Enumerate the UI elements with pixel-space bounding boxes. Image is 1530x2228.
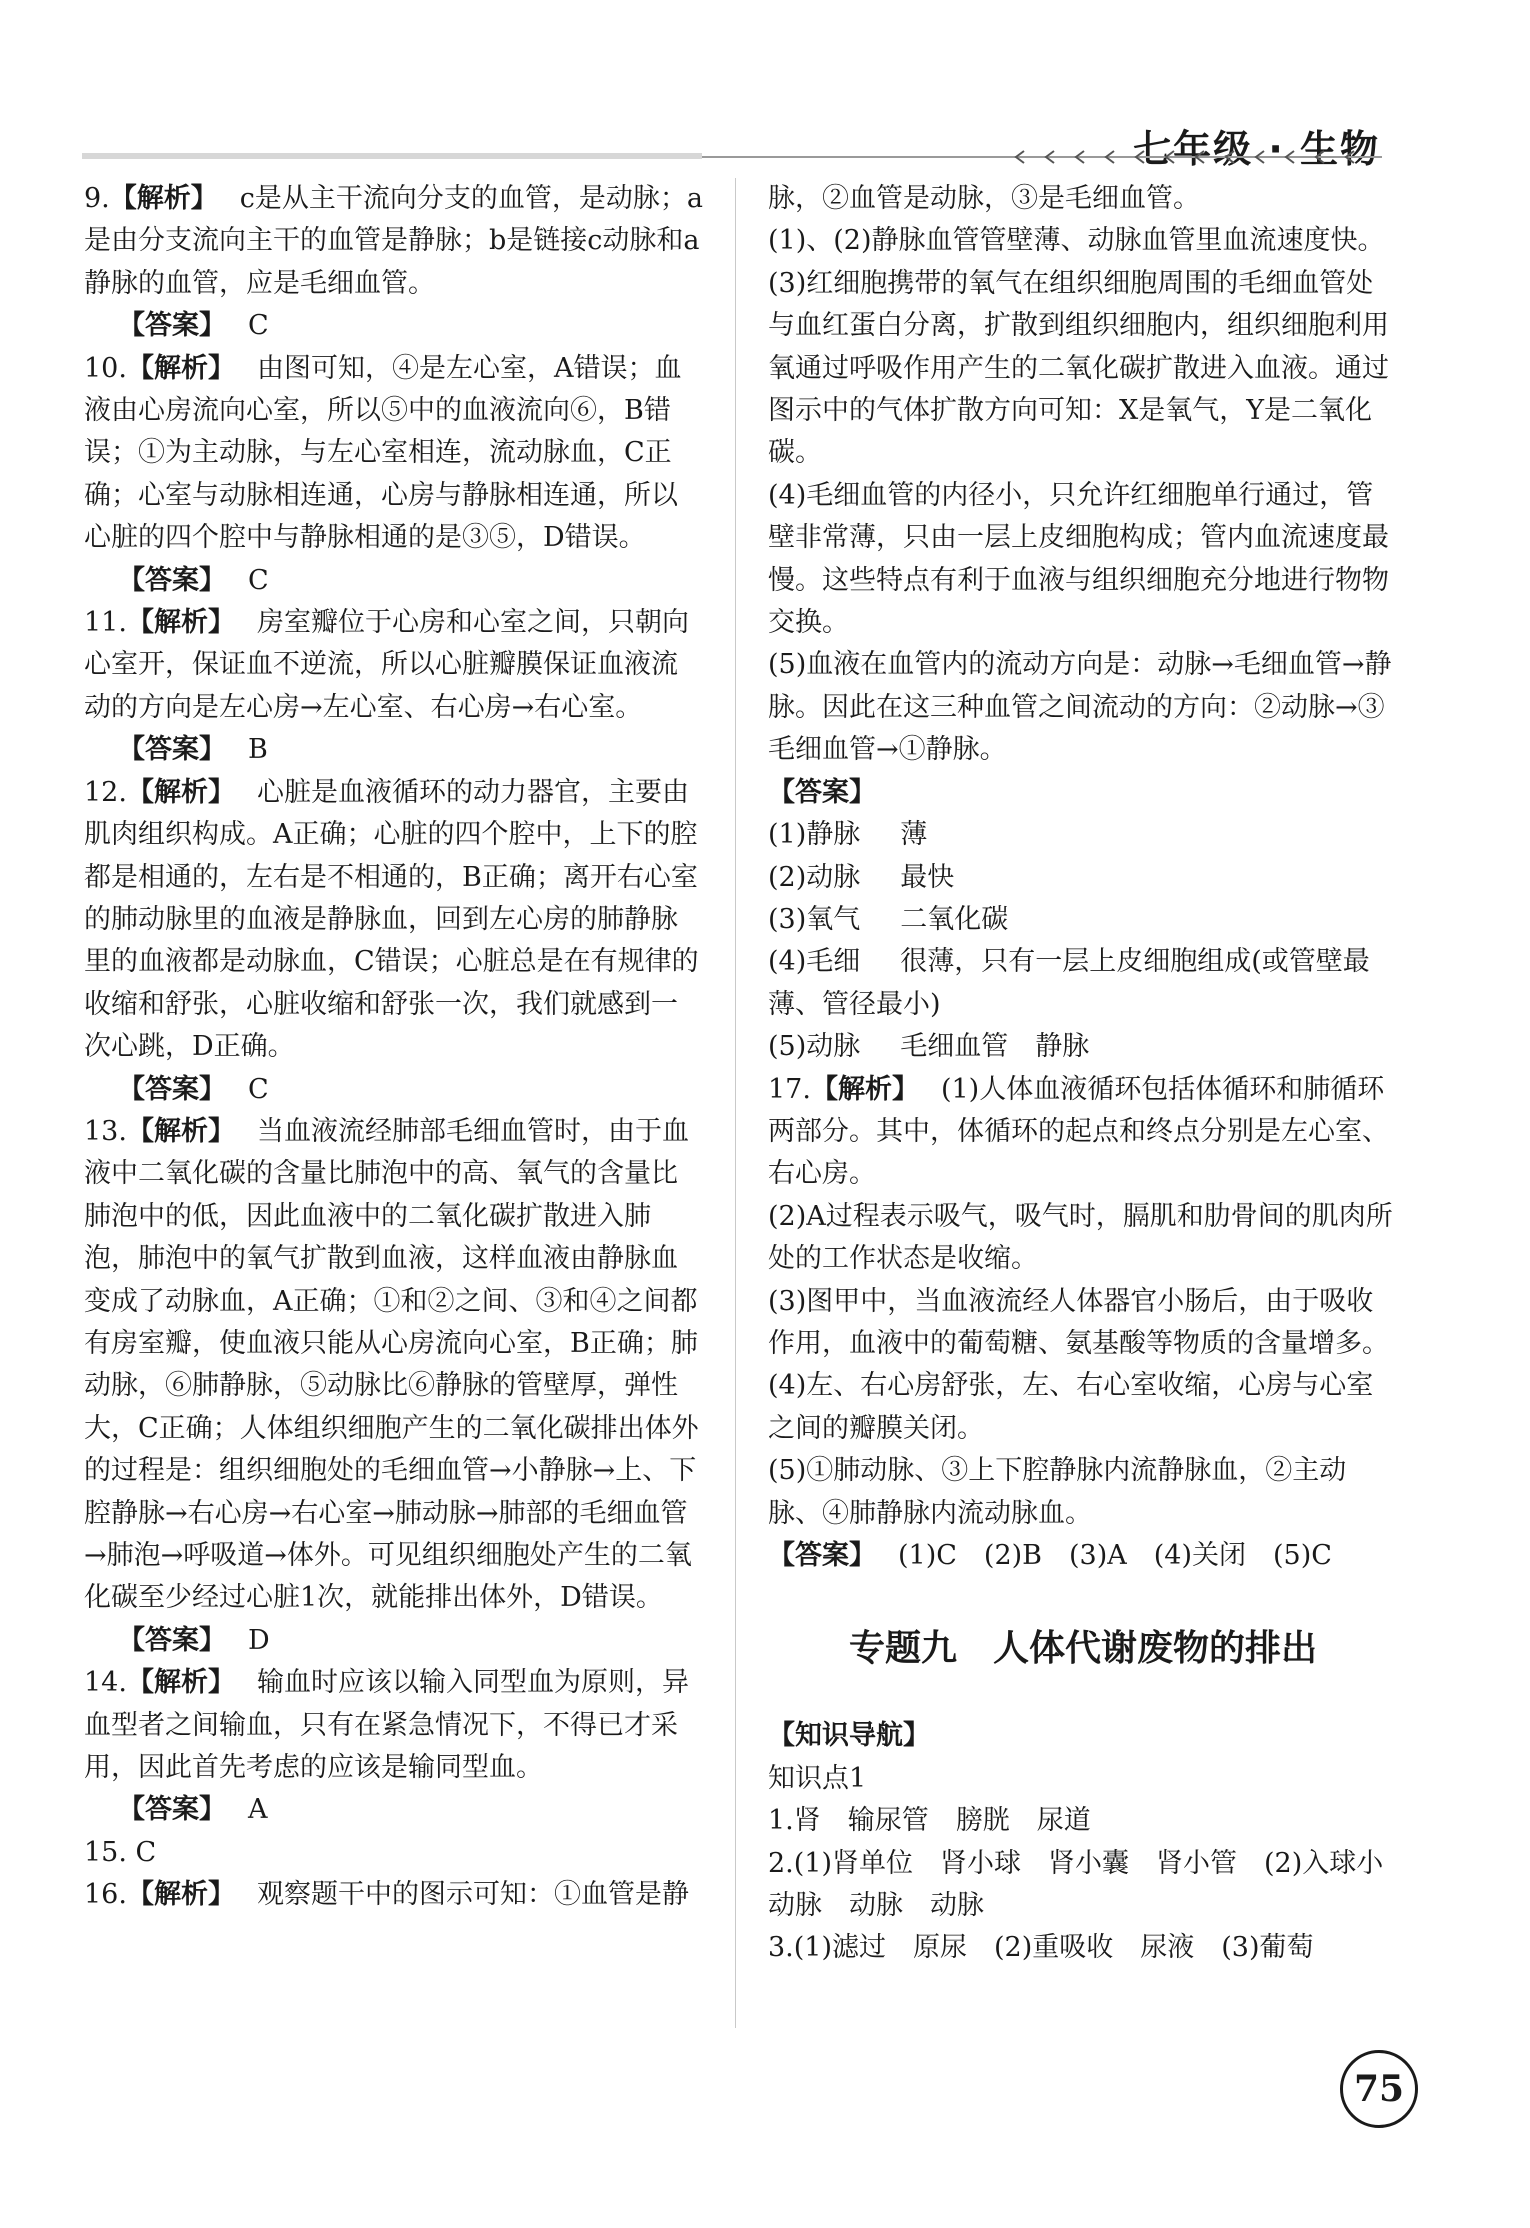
page-number: 75 xyxy=(1340,2050,1418,2128)
page-header xyxy=(0,0,1530,200)
answer-line: 【答案】 C xyxy=(118,564,269,596)
explanation-text: 观察题干中的图示可知：①血管是静 xyxy=(256,1879,689,1911)
header-title: 七年级 · 生物 xyxy=(1133,127,1380,171)
paragraph: (5)①肺动脉、③上下腔静脉内流静脉血，②主动脉、④肺静脉内流动脉血。 xyxy=(768,1455,1347,1529)
paragraph: (2)A过程表示吸气，吸气时，膈肌和肋骨间的肌肉所处的工作状态是收缩。 xyxy=(768,1200,1393,1275)
answer-item: (3)氧气 二氧化碳 xyxy=(768,903,1009,935)
column-divider xyxy=(735,178,736,2028)
answer-line: 【答案】 A xyxy=(118,1794,268,1826)
paragraph: 脉，②血管是动脉，③是毛细血管。 xyxy=(768,183,1200,214)
question-9: 9.【解析】 c是从主干流向分支的血管，是动脉；a是由分支流向主干的血管是静脉；b是链接c动脉和a静脉的血管，应是毛细血管。 【答案】 C xyxy=(84,178,704,348)
question-16-continued xyxy=(768,178,1398,1069)
answer-line: 【答案】 D xyxy=(118,1624,270,1656)
section-title: 专题九 人体代谢废物的排出 xyxy=(848,1628,1317,1670)
answer-line: 【答案】 C xyxy=(118,310,269,342)
answer-item: (2)动脉 最快 xyxy=(768,861,955,893)
answer-item: (4)毛细 很薄，只有一层上皮细胞组成(或管壁最薄、管径最小) xyxy=(768,946,1370,1020)
question-13: 13.【解析】 当血液流经肺部毛细血管时，由于血液中二氧化碳的含量比肺泡中的高、氧气的含量比肺泡中的低，因此血液中的二氧化碳扩散进入肺泡，肺泡中的氧气扩散到血液，这样血液由静脉血变成了动脉血，A正确；①和②之间、③和④之间都有房室瓣，使血液只能从心房流向心室，B正确；肺动脉，⑥肺静脉，⑤动脉比⑥静脉的管壁厚，弹性大，C正确；人体组织细胞产生的二氧化碳排出体外的过程是：组织细胞处的毛细血管→小静脉→上、下腔静脉→右心房→右心室→肺动脉→肺部的毛细血管→肺泡→呼吸道→体外。可见组织细胞处产生的二氧化碳至少经过心脏1次，就能排出体外，D错误。 【答案】 D xyxy=(84,1111,704,1662)
paragraph: (3)图甲中，当血液流经人体器官小肠后，由于吸收作用，血液中的葡萄糖、氨基酸等物质的含量增多。 xyxy=(768,1285,1389,1359)
header-decorative-rule xyxy=(82,150,1382,164)
answer-item: (5)动脉 毛细血管 静脉 xyxy=(768,1031,1090,1063)
paragraph: (3)红细胞携带的氧气在组织细胞周围的毛细血管处与血红蛋白分离，扩散到组织细胞内，组织细胞利用氧通过呼吸作用产生的二氧化碳扩散进入血液。通过图示中的气体扩散方向可知：X是氧气，Y是二氧化碳。 xyxy=(768,267,1389,469)
knowledge-point-label: 知识点1 xyxy=(768,1762,867,1794)
answer-line: 【答案】 (1)C (2)B (3)A (4)关闭 (5)C xyxy=(768,1540,1332,1571)
question-16: 16.【解析】 观察题干中的图示可知：①血管是静 xyxy=(84,1879,689,1911)
answer-tag: 【答案】 xyxy=(768,776,876,808)
paragraph: (1)、(2)静脉血管管壁薄、动脉血管里血流速度快。 xyxy=(768,225,1385,257)
question-15: 15. C xyxy=(84,1836,157,1868)
answer-line: 【答案】 B xyxy=(118,734,268,766)
paragraph: (4)左、右心房舒张，左、右心室收缩，心房与心室之间的瓣膜关闭。 xyxy=(768,1370,1374,1444)
knowledge-line: 3.(1)滤过 原尿 (2)重吸收 尿液 (3)葡萄 xyxy=(768,1932,1314,1964)
knowledge-nav-tag: 【知识导航】 xyxy=(768,1720,930,1752)
question-14: 14.【解析】 输血时应该以输入同型血为原则，异血型者之间输血，只有在紧急情况下，不得已才采用，因此首先考虑的应该是输同型血。 【答案】 A xyxy=(84,1662,704,1832)
knowledge-line: 2.(1)肾单位 肾小球 肾小囊 肾小管 (2)入球小动脉 动脉 动脉 xyxy=(768,1847,1384,1922)
question-17: 17.【解析】 (1)人体血液循环包括体循环和肺循环两部分。其中，体循环的起点和终点分别是左心室、右心房。 (2)A过程表示吸气，吸气时，膈肌和肋骨间的肌肉所处的工作状态是收缩。 (3)图甲中，当血液流经人体器官小肠后，由于吸收作用，血液中的葡萄糖、氨基酸等物质的含量增多。 (4)左、右心房舒张，左、右心室收缩，心房与心室之间的瓣膜关闭。 (5)①肺动脉、③上下腔静脉内流静脉血，②主动脉、④肺静脉内流动脉血。 【答案】 (1)C (2)B (3)A (4)关闭 (5)C xyxy=(768,1069,1398,1578)
paragraph: (4)毛细血管的内径小，只允许红细胞单行通过，管壁非常薄，只由一层上皮细胞构成；管内血流速度最慢。这些特点有利于血液与组织细胞充分地进行物物交换。 xyxy=(768,479,1389,639)
question-11: 11.【解析】 房室瓣位于心房和心室之间，只朝向心室开，保证血不逆流，所以心脏瓣膜保证血液流动的方向是左心房→左心室、右心房→右心室。 【答案】 B xyxy=(84,602,704,772)
answer-line: 【答案】 C xyxy=(118,1073,269,1105)
paragraph: (5)血液在血管内的流动方向是：动脉→毛细血管→静脉。因此在这三种血管之间流动的方向：②动脉→③毛细血管→①静脉。 xyxy=(768,649,1392,766)
question-10: 10.【解析】 由图可知，④是左心室，A错误；血液由心房流向心室，所以⑤中的血液流向⑥，B错误；①为主动脉，与左心室相连，流动脉血，C正确；心室与动脉相连通，心房与静脉相连通，所以心脏的四个腔中与静脉相通的是③⑤，D错误。 【答案】 C xyxy=(84,348,704,602)
explanation-text: 由图可知，④是左心室，A错误；血液由心房流向心室，所以⑤中的血液流向⑥，B错误；①为主动脉，与左心室相连，流动脉血，C正确；心室与动脉相连通，心房与静脉相连通，所以心脏的四个腔中与静脉相通的是③⑤，D错误。 xyxy=(84,352,682,554)
explanation-text: 输血时应该以输入同型血为原则，异血型者之间输血，只有在紧急情况下，不得已才采用，因此首先考虑的应该是输同型血。 xyxy=(84,1667,689,1784)
explanation-text: 房室瓣位于心房和心室之间，只朝向心室开，保证血不逆流，所以心脏瓣膜保证血液流动的方向是左心房→左心室、右心房→右心室。 xyxy=(84,607,689,723)
explanation-text: c是从主干流向分支的血管，是动脉；a是由分支流向主干的血管是静脉；b是链接c动脉和a静脉的血管，应是毛细血管。 xyxy=(84,183,703,299)
right-column xyxy=(768,178,1398,1970)
explanation-text: 当血液流经肺部毛细血管时，由于血液中二氧化碳的含量比肺泡中的高、氧气的含量比肺泡中的低，因此血液中的二氧化碳扩散进入肺泡，肺泡中的氧气扩散到血液，这样血液由静脉血变成了动脉血，A正确；①和②之间、③和④之间都有房室瓣，使血液只能从心房流向心室，B正确；肺动脉，⑥肺静脉，⑤动脉比⑥静脉的管壁厚，弹性大，C正确；人体组织细胞产生的二氧化碳排出体外的过程是：组织细胞处的毛细血管→小静脉→上、下腔静脉→右心房→右心室→肺动脉→肺部的毛细血管→肺泡→呼吸道→体外。可见组织细胞处产生的二氧化碳至少经过心脏1次，就能排出体外，D错误。 xyxy=(84,1115,699,1614)
left-column xyxy=(84,178,704,1917)
question-12: 12.【解析】 心脏是血液循环的动力器官，主要由肌肉组织构成。A正确；心脏的四个腔中，上下的腔都是相通的，左右是不相通的，B正确；离开右心室的肺动脉里的血液是静脉血，回到左心房的肺静脉里的血液都是动脉血，C错误；心脏总是在有规律的收缩和舒张，心脏收缩和舒张一次，我们就感到一次心跳，D正确。 【答案】 C xyxy=(84,772,704,1111)
explanation-text: 心脏是血液循环的动力器官，主要由肌肉组织构成。A正确；心脏的四个腔中，上下的腔都是相通的，左右是不相通的，B正确；离开右心室的肺动脉里的血液是静脉血，回到左心房的肺静脉里的血液都是动脉血，C错误；心脏总是在有规律的收缩和舒张，心脏收缩和舒张一次，我们就感到一次心跳，D正确。 xyxy=(84,776,699,1063)
paragraph: (1)人体血液循环包括体循环和肺循环两部分。其中，体循环的起点和终点分别是左心室、右心房。 xyxy=(768,1073,1389,1190)
answer-item: (1)静脉 薄 xyxy=(768,819,928,851)
knowledge-line: 1.肾 输尿管 膀胱 尿道 xyxy=(768,1805,1091,1837)
